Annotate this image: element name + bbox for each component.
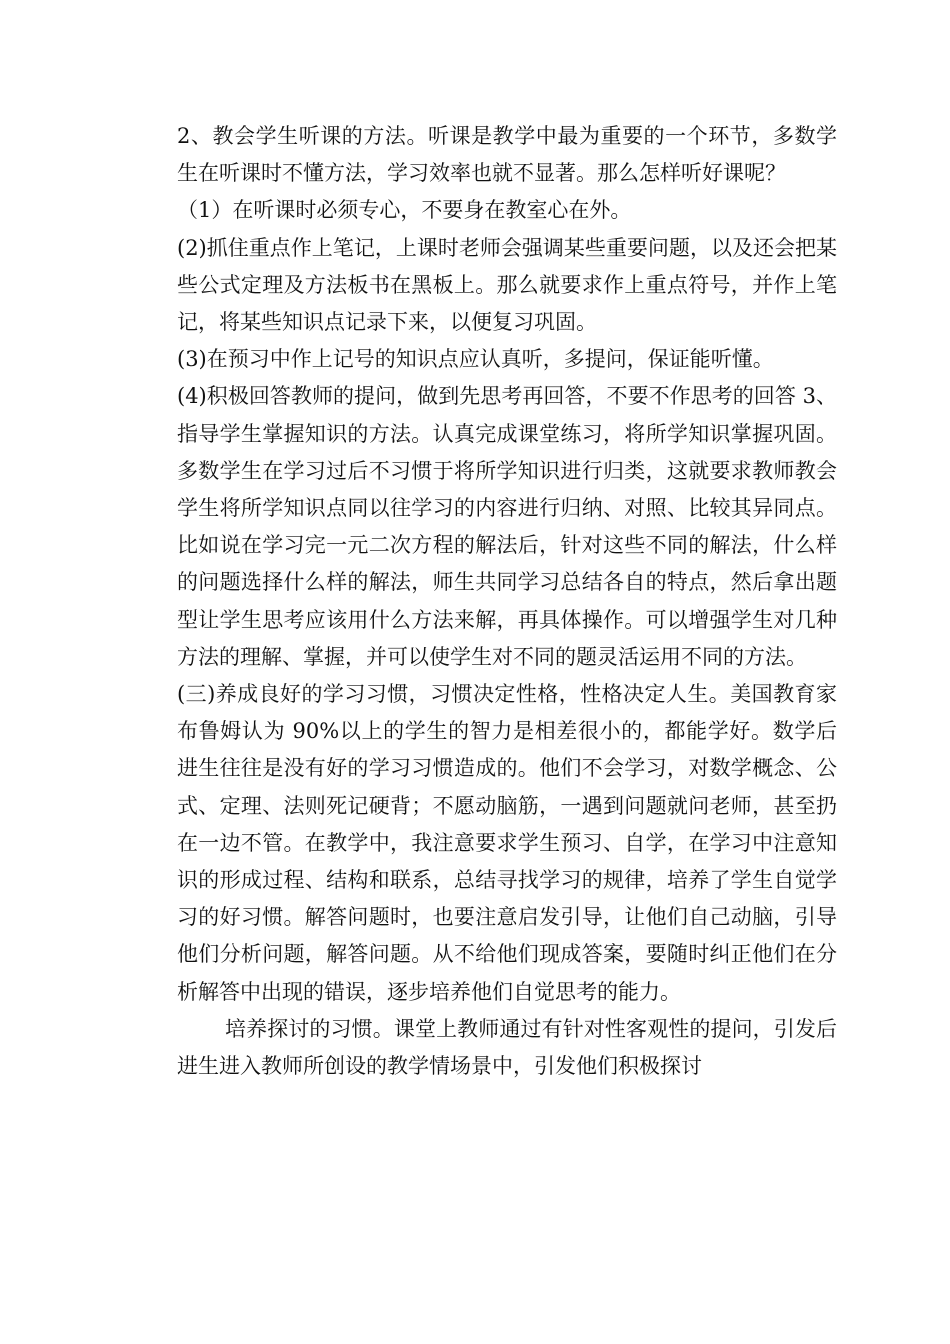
paragraph-item-1: （1）在听课时必须专心，不要身在教室心在外。: [177, 198, 632, 223]
paragraph-listening-method: 2、教会学生听课的方法。听课是教学中最为重要的一个环节，多数学生在听课时不懂方法，学习效率也就不显著。那么怎样听好课呢？: [177, 124, 837, 186]
document-body: [177, 118, 837, 1085]
paragraph-item-2: (2)抓住重点作上笔记，上课时老师会强调某些重要问题，以及还会把某些公式定理及方法板书在黑板上。那么就要求作上重点符号，并作上笔记，将某些知识点记录下来，以便复习巩固。: [177, 235, 837, 335]
paragraph-discussion-habit: 培养探讨的习惯。课堂上教师通过有针对性客观性的提问，引发后进生进入教师所创设的教学情场景中，引发他们积极探讨: [177, 1016, 837, 1079]
paragraph-item-4: (4)积极回答教师的提问，做到先思考再回答，不要不作思考的回答 3、指导学生掌握知识的方法。认真完成课堂练习，将所学知识掌握巩固。多数学生在学习过后不习惯于将所学知识进行归类，这就要求教师教会学生将所学知识点同以往学习的内容进行归纳、对照、比较其异同点。比如说在学习完一元二次方程的解法后，针对这些不同的解法，什么样的问题选择什么样的解法，师生共同学习总结各自的特点，然后拿出题型让学生思考应该用什么方法来解，再具体操作。可以增强学生对几种方法的理解、掌握，并可以使学生对不同的题灵活运用不同的方法。: [177, 384, 837, 669]
paragraph-study-habits: (三)养成良好的学习习惯，习惯决定性格，性格决定人生。美国教育家布鲁姆认为 90%以上的学生的智力是相差很小的，都能学好。数学后进生往往是没有好的学习习惯造成的。他们不会学习，对数学概念、公式、定理、法则死记硬背；不愿动脑筋，一遇到问题就问老师，甚至扔在一边不管。在教学中，我注意要求学生预习、自学，在学习中注意知识的形成过程、结构和联系，总结寻找学习的规律，培养了学生自觉学习的好习惯。解答问题时，也要注意启发引导，让他们自己动脑，引导他们分析问题，解答问题。从不给他们现成答案，要随时纠正他们在分析解答中出现的错误，逐步培养他们自觉思考的能力。: [177, 682, 837, 1004]
paragraph-item-3: (3)在预习中作上记号的知识点应认真听，多提问，保证能听懂。: [177, 347, 774, 372]
